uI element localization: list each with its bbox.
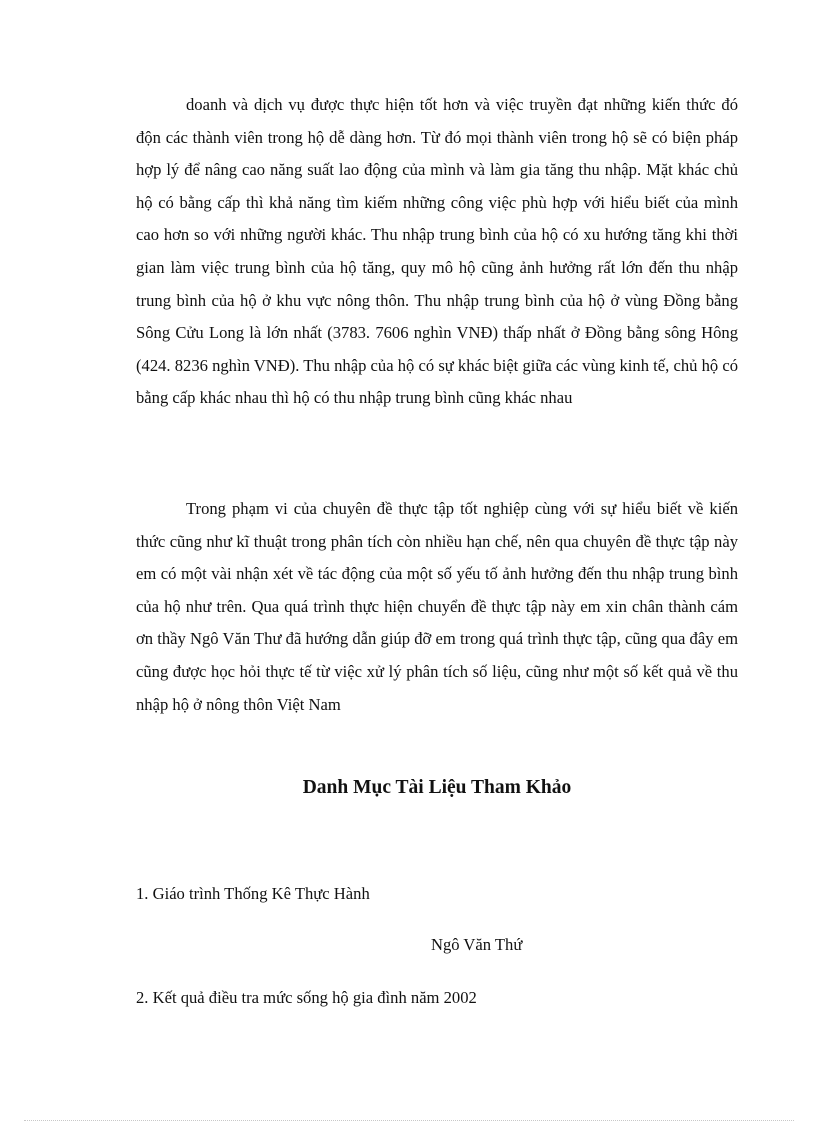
body-paragraph-1: doanh và dịch vụ được thực hiện tốt hơn và việc truyền đạt những kiến thức đó độn các thành viên trong hộ dễ dàng hơn. Từ đó mọi thành viên trong hộ sẽ có biện pháp hợp lý để nâng cao năng suất lao động của mình và làm gia tăng thu nhập. Mặt khác chủ hộ có bằng cấp thì khả năng tìm kiếm những công việc phù hợp với hiểu biết của mình cao hơn so với những người khác. Thu nhập trung bình của hộ có xu hướng tăng khi thời gian làm việc trung bình của hộ tăng, quy mô hộ cũng ảnh hưởng rất lớn đến thu nhập trung bình của hộ ở khu vực nông thôn. Thu nhập trung bình của hộ ở vùng Đồng bằng Sông Cửu Long là lớn nhất (3783. 7606 nghìn VNĐ) thấp nhất ở Đồng bằng sông Hông (424. 8236 nghìn VNĐ). Thu nhập của hộ có sự khác biệt giữa các vùng kinh tế, chủ hộ có bằng cấp khác nhau thì hộ có thu nhập trung bình cũng khác nhau <box>136 95 738 408</box>
reference-item-1-author: Ngô Văn Thứ <box>431 935 523 954</box>
body-paragraph-2: Trong phạm vi của chuyên đề thực tập tốt nghiệp cùng với sự hiểu biết về kiến thức cũng như kĩ thuật trong phân tích còn nhiều hạn chế, nên qua chuyên đề thực tập này em có một vài nhận xét về tác động của một số yếu tố ảnh hưởng đến thu nhập trung bình của hộ như trên. Qua quá trình thực hiện chuyển đề thực tập này em xin chân thành cám ơn thầy Ngô Văn Thư đã hướng dẫn giúp đỡ em trong quá trình thực tập, cũng qua đây em cũng được học hỏi thực tế từ việc xử lý phân tích số liệu, cũng như một số kết quả về thu nhập hộ ở nông thôn Việt Nam <box>136 499 738 714</box>
reference-item-2-title: 2. Kết quả điều tra mức sống hộ gia đình năm 2002 <box>136 988 477 1007</box>
reference-item-1-title: 1. Giáo trình Thống Kê Thực Hành <box>136 884 370 903</box>
references-heading: Danh Mục Tài Liệu Tham Khảo <box>302 777 572 798</box>
page-bottom-divider <box>24 1120 794 1121</box>
